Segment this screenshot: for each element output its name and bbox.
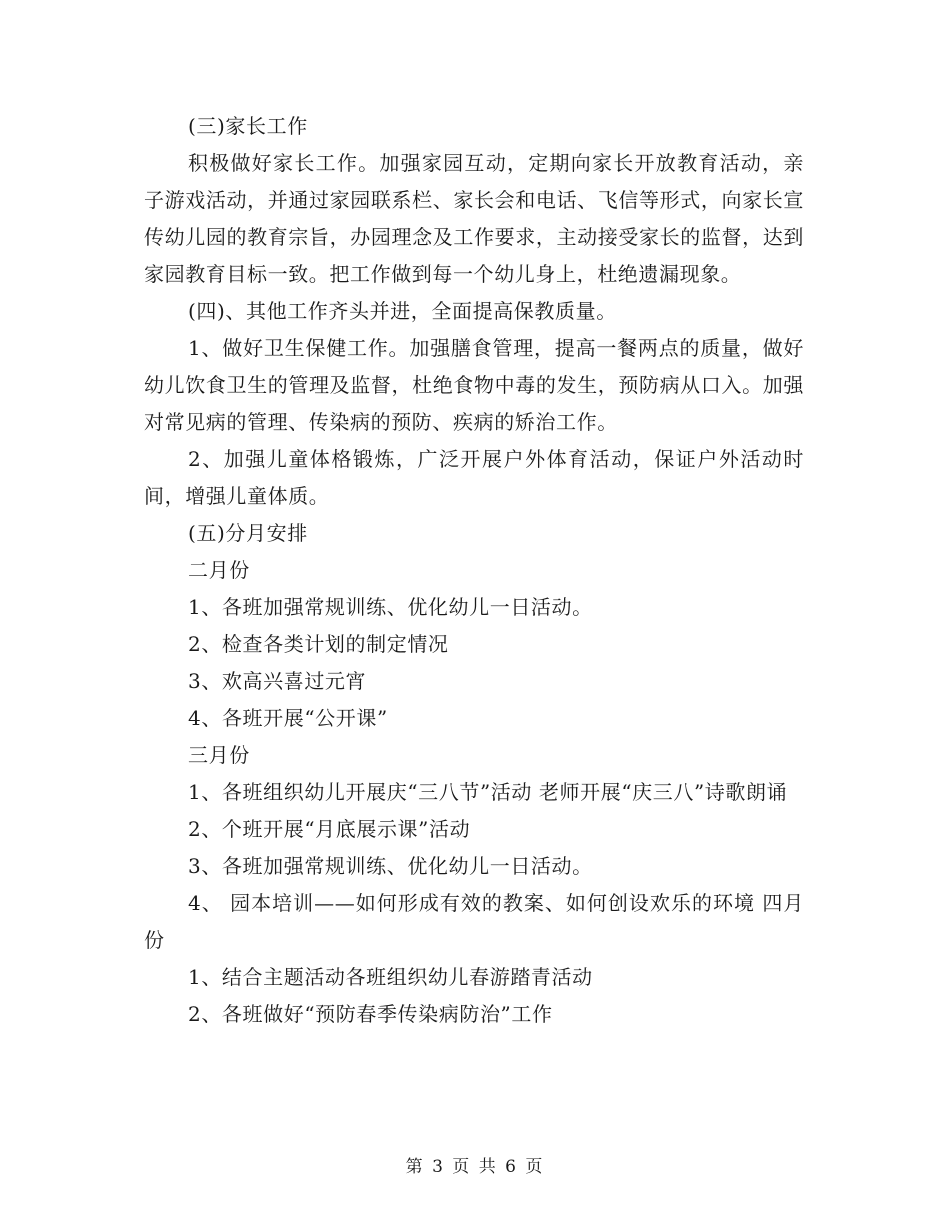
- section-heading-other-work: (四)、其他工作齐头并进，全面提高保教质量。: [188, 299, 617, 323]
- month-heading-march: 三月份: [188, 743, 250, 767]
- list-item: 1、各班组织幼儿开展庆“三八节”活动 老师开展“庆三八”诗歌朗诵: [188, 780, 788, 804]
- list-item: 2、各班做好“预防春季传染病防治”工作: [188, 1002, 553, 1026]
- section-heading-parent-work: (三)家长工作: [188, 114, 308, 138]
- list-item: 4、各班开展“公开课”: [188, 706, 388, 730]
- list-item: 2、个班开展“月底展示课”活动: [188, 817, 471, 841]
- paragraph-parent-work: 积极做好家长工作。加强家园互动，定期向家长开放教育活动，亲子游戏活动，并通过家园联系栏、家长会和电话、飞信等形式，向家长宣传幼儿园的教育宗旨，办园理念及工作要求，主动接受家长的监督，达到家园教育目标一致。把工作做到每一个幼儿身上，杜绝遗漏现象。: [144, 151, 804, 286]
- list-item: 4、 园本培训——如何形成有效的教案、如何创设欢乐的环境 四月份: [144, 891, 804, 952]
- page-number-footer: 第 3 页 共 6 页: [405, 1157, 545, 1177]
- section-heading-monthly-plan: (五)分月安排: [188, 521, 308, 545]
- month-heading-february: 二月份: [188, 558, 250, 582]
- list-item: 3、各班加强常规训练、优化幼儿一日活动。: [188, 854, 593, 878]
- document-body: [144, 108, 804, 1033]
- paragraph-health-care: 1、做好卫生保健工作。加强膳食管理，提高一餐两点的质量，做好幼儿饮食卫生的管理及监督，杜绝食物中毒的发生，预防病从口入。加强对常见病的管理、传染病的预防、疾病的矫治工作。: [144, 336, 804, 434]
- list-item: 2、检查各类计划的制定情况: [188, 632, 449, 656]
- list-item: 1、结合主题活动各班组织幼儿春游踏青活动: [188, 965, 593, 989]
- paragraph-physical-exercise: 2、加强儿童体格锻炼，广泛开展户外体育活动，保证户外活动时间，增强儿童体质。: [144, 447, 804, 508]
- list-item: 1、各班加强常规训练、优化幼儿一日活动。: [188, 595, 593, 619]
- list-item: 3、欢高兴喜过元宵: [188, 669, 367, 693]
